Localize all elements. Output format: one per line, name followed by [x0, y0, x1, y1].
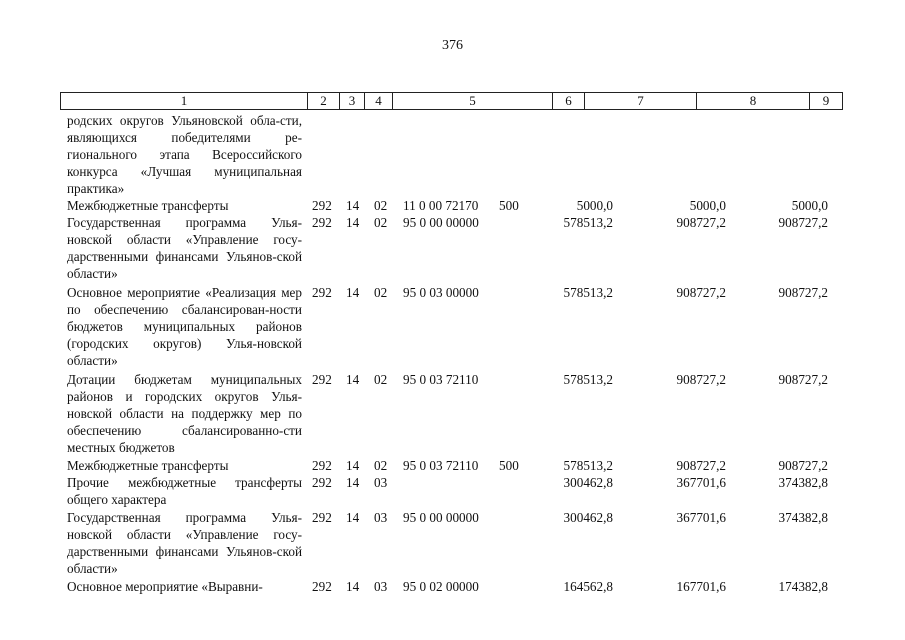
- col-5: 95 0 00 00000: [403, 510, 479, 525]
- table-row: [0, 112, 905, 197]
- col-9: 5000,0: [791, 198, 828, 213]
- table-body: [0, 112, 905, 595]
- col-4: 03: [374, 475, 388, 490]
- col-3: 14: [346, 458, 360, 473]
- row-name: Дотации бюджетам муниципальных районов и городских округов Улья-новской области на поддержку мер по обеспечению сбалансированно-сти местных бюджетов: [67, 372, 302, 455]
- col-9: 374382,8: [778, 475, 828, 490]
- col-2: 292: [312, 475, 332, 490]
- col-9: 908727,2: [778, 372, 828, 387]
- table-row: [0, 578, 905, 595]
- col-9: 908727,2: [778, 458, 828, 473]
- col-5: 95 0 03 72110: [403, 458, 479, 473]
- col-8: 908727,2: [676, 285, 726, 300]
- col-3: 14: [346, 475, 360, 490]
- col-7: 5000,0: [576, 198, 613, 213]
- col-4: 02: [374, 285, 388, 300]
- col-3: 14: [346, 285, 360, 300]
- col-7: 578513,2: [563, 458, 613, 473]
- col-8: 367701,6: [676, 475, 726, 490]
- col-4: 03: [374, 579, 388, 594]
- table-row: [0, 509, 905, 578]
- col-2: 292: [312, 579, 332, 594]
- col-3: 14: [346, 215, 360, 230]
- col-4: 03: [374, 510, 388, 525]
- table-row: [0, 457, 905, 474]
- col-5: 95 0 03 72110: [403, 372, 479, 387]
- col-5: 95 0 02 00000: [403, 579, 479, 594]
- row-name: Основное мероприятие «Реализация мер по обеспечению сбалансирован-ности бюджетов муниципальных районов (городских округов) Улья-новской области»: [67, 285, 302, 368]
- col-9: 908727,2: [778, 285, 828, 300]
- col-8: 908727,2: [676, 372, 726, 387]
- table-row: [0, 214, 905, 284]
- table-row: [0, 284, 905, 371]
- table-header: [60, 92, 843, 110]
- row-name: Основное мероприятие «Выравни-: [67, 579, 263, 594]
- header-col-1: 1: [61, 93, 308, 109]
- table-row: [0, 371, 905, 457]
- col-2: 292: [312, 372, 332, 387]
- col-7: 578513,2: [563, 372, 613, 387]
- col-8: 908727,2: [676, 215, 726, 230]
- col-3: 14: [346, 372, 360, 387]
- col-2: 292: [312, 285, 332, 300]
- col-2: 292: [312, 510, 332, 525]
- col-3: 14: [346, 510, 360, 525]
- row-name: родских округов Ульяновской обла-сти, являющихся победителями ре-гионального этапа Всероссийского конкурса «Лучшая муниципальная практика»: [67, 113, 302, 196]
- col-8: 5000,0: [689, 198, 726, 213]
- header-col-8: 8: [697, 93, 810, 109]
- col-3: 14: [346, 579, 360, 594]
- header-col-3: 3: [340, 93, 365, 109]
- col-6: 500: [499, 198, 519, 213]
- col-4: 02: [374, 198, 388, 213]
- col-5: 95 0 03 00000: [403, 285, 479, 300]
- col-4: 02: [374, 215, 388, 230]
- col-9: 174382,8: [778, 579, 828, 594]
- col-7: 164562,8: [563, 579, 613, 594]
- row-name: Межбюджетные трансферты: [67, 198, 229, 213]
- col-2: 292: [312, 215, 332, 230]
- col-8: 908727,2: [676, 458, 726, 473]
- col-6: 500: [499, 458, 519, 473]
- col-7: 300462,8: [563, 475, 613, 490]
- col-8: 167701,6: [676, 579, 726, 594]
- row-name: Государственная программа Улья-новской области «Управление госу-дарственными финансами Ульянов-ской области»: [67, 215, 302, 281]
- header-col-2: 2: [308, 93, 340, 109]
- col-4: 02: [374, 458, 388, 473]
- header-col-5: 5: [393, 93, 553, 109]
- row-name: Межбюджетные трансферты: [67, 458, 229, 473]
- col-7: 578513,2: [563, 215, 613, 230]
- col-9: 374382,8: [778, 510, 828, 525]
- col-4: 02: [374, 372, 388, 387]
- col-8: 367701,6: [676, 510, 726, 525]
- row-name: Прочие межбюджетные трансферты общего характера: [67, 475, 302, 507]
- col-5: 11 0 00 72170: [403, 198, 479, 213]
- col-2: 292: [312, 458, 332, 473]
- col-5: 95 0 00 00000: [403, 215, 479, 230]
- header-col-4: 4: [365, 93, 393, 109]
- row-name: Государственная программа Улья-новской области «Управление госу-дарственными финансами Ульянов-ской области»: [67, 510, 302, 576]
- header-col-9: 9: [822, 93, 830, 108]
- col-3: 14: [346, 198, 360, 213]
- col-9: 908727,2: [778, 215, 828, 230]
- col-7: 578513,2: [563, 285, 613, 300]
- page-number: 376: [442, 38, 463, 53]
- header-col-6: 6: [553, 93, 585, 109]
- table-row: [0, 197, 905, 214]
- table-row: [0, 474, 905, 509]
- col-2: 292: [312, 198, 332, 213]
- col-7: 300462,8: [563, 510, 613, 525]
- header-col-7: 7: [585, 93, 697, 109]
